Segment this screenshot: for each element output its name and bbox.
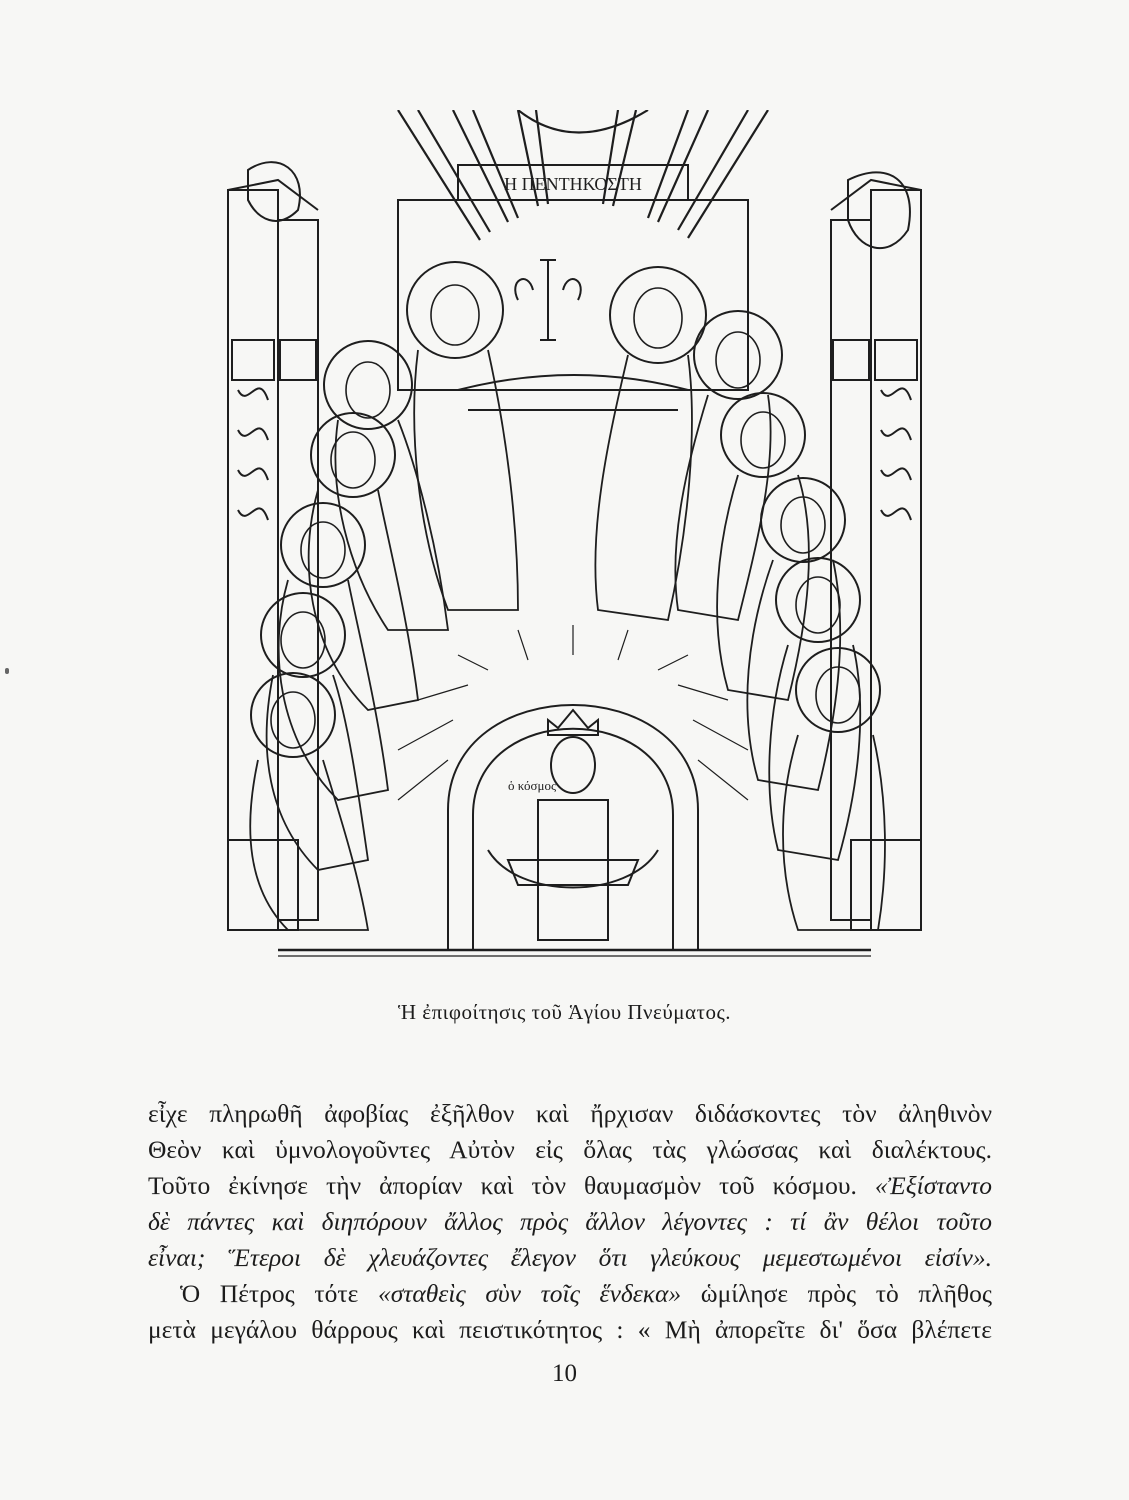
body-line-3: Τοῦτο ἐκίνησε τὴν ἀπορίαν καὶ τὸν θαυμασμὸν τοῦ κόσμου. «Ἐξίσταντο: [148, 1171, 992, 1200]
body-line-2: Θεὸν καὶ ὑμνολογοῦντες Αὐτὸν εἰς ὅλας τὰς γλώσσας καὶ διαλέκτους.: [148, 1135, 992, 1164]
central-arch: [398, 625, 748, 950]
page-number: 10: [552, 1360, 577, 1387]
body-line-1: εἶχε πληρωθῆ ἀφοβίας ἐξῆλθον καὶ ἤρχισαν διδάσκοντες τὸν ἀληθινὸν: [148, 1099, 992, 1128]
illustration-caption: Ἡ ἐπιφοίτησις τοῦ Ἁγίου Πνεύματος.: [397, 1000, 732, 1024]
inscription-king: ὁ κόσμος: [508, 778, 557, 793]
quote-start: «Ἐξίσταντο: [874, 1171, 992, 1200]
pentecost-illustration: [218, 110, 931, 972]
left-columns: [228, 162, 318, 930]
margin-mark: [5, 668, 9, 674]
right-columns: [831, 172, 921, 930]
body-line-7: μετὰ μεγάλου θάρρους καὶ πειστικότητος : « Μὴ ἀπορεῖτε δι' ὅσα βλέπετε: [148, 1315, 992, 1344]
body-line-6: Ὁ Πέτρος τότε «σταθεὶς σὺν τοῖς ἕνδεκα» ὡμίλησε πρὸς τὸ πλῆθος: [180, 1279, 992, 1308]
body-paragraph: [148, 1096, 992, 1348]
inscription-top: Η ΠΕΝΤΗΚΟΣΤΗ: [504, 174, 642, 194]
body-line-5: εἶναι; Ἕτεροι δὲ χλευάζοντες ἔλεγον ὅτι γλεύκους μεμεστωμένοι εἰσίν».: [148, 1243, 992, 1272]
body-line-4: δὲ πάντες καὶ διηπόρουν ἄλλος πρὸς ἄλλον λέγοντες : τί ἂν θέλοι τοῦτο: [148, 1207, 992, 1236]
apostle-faces: [271, 285, 860, 748]
